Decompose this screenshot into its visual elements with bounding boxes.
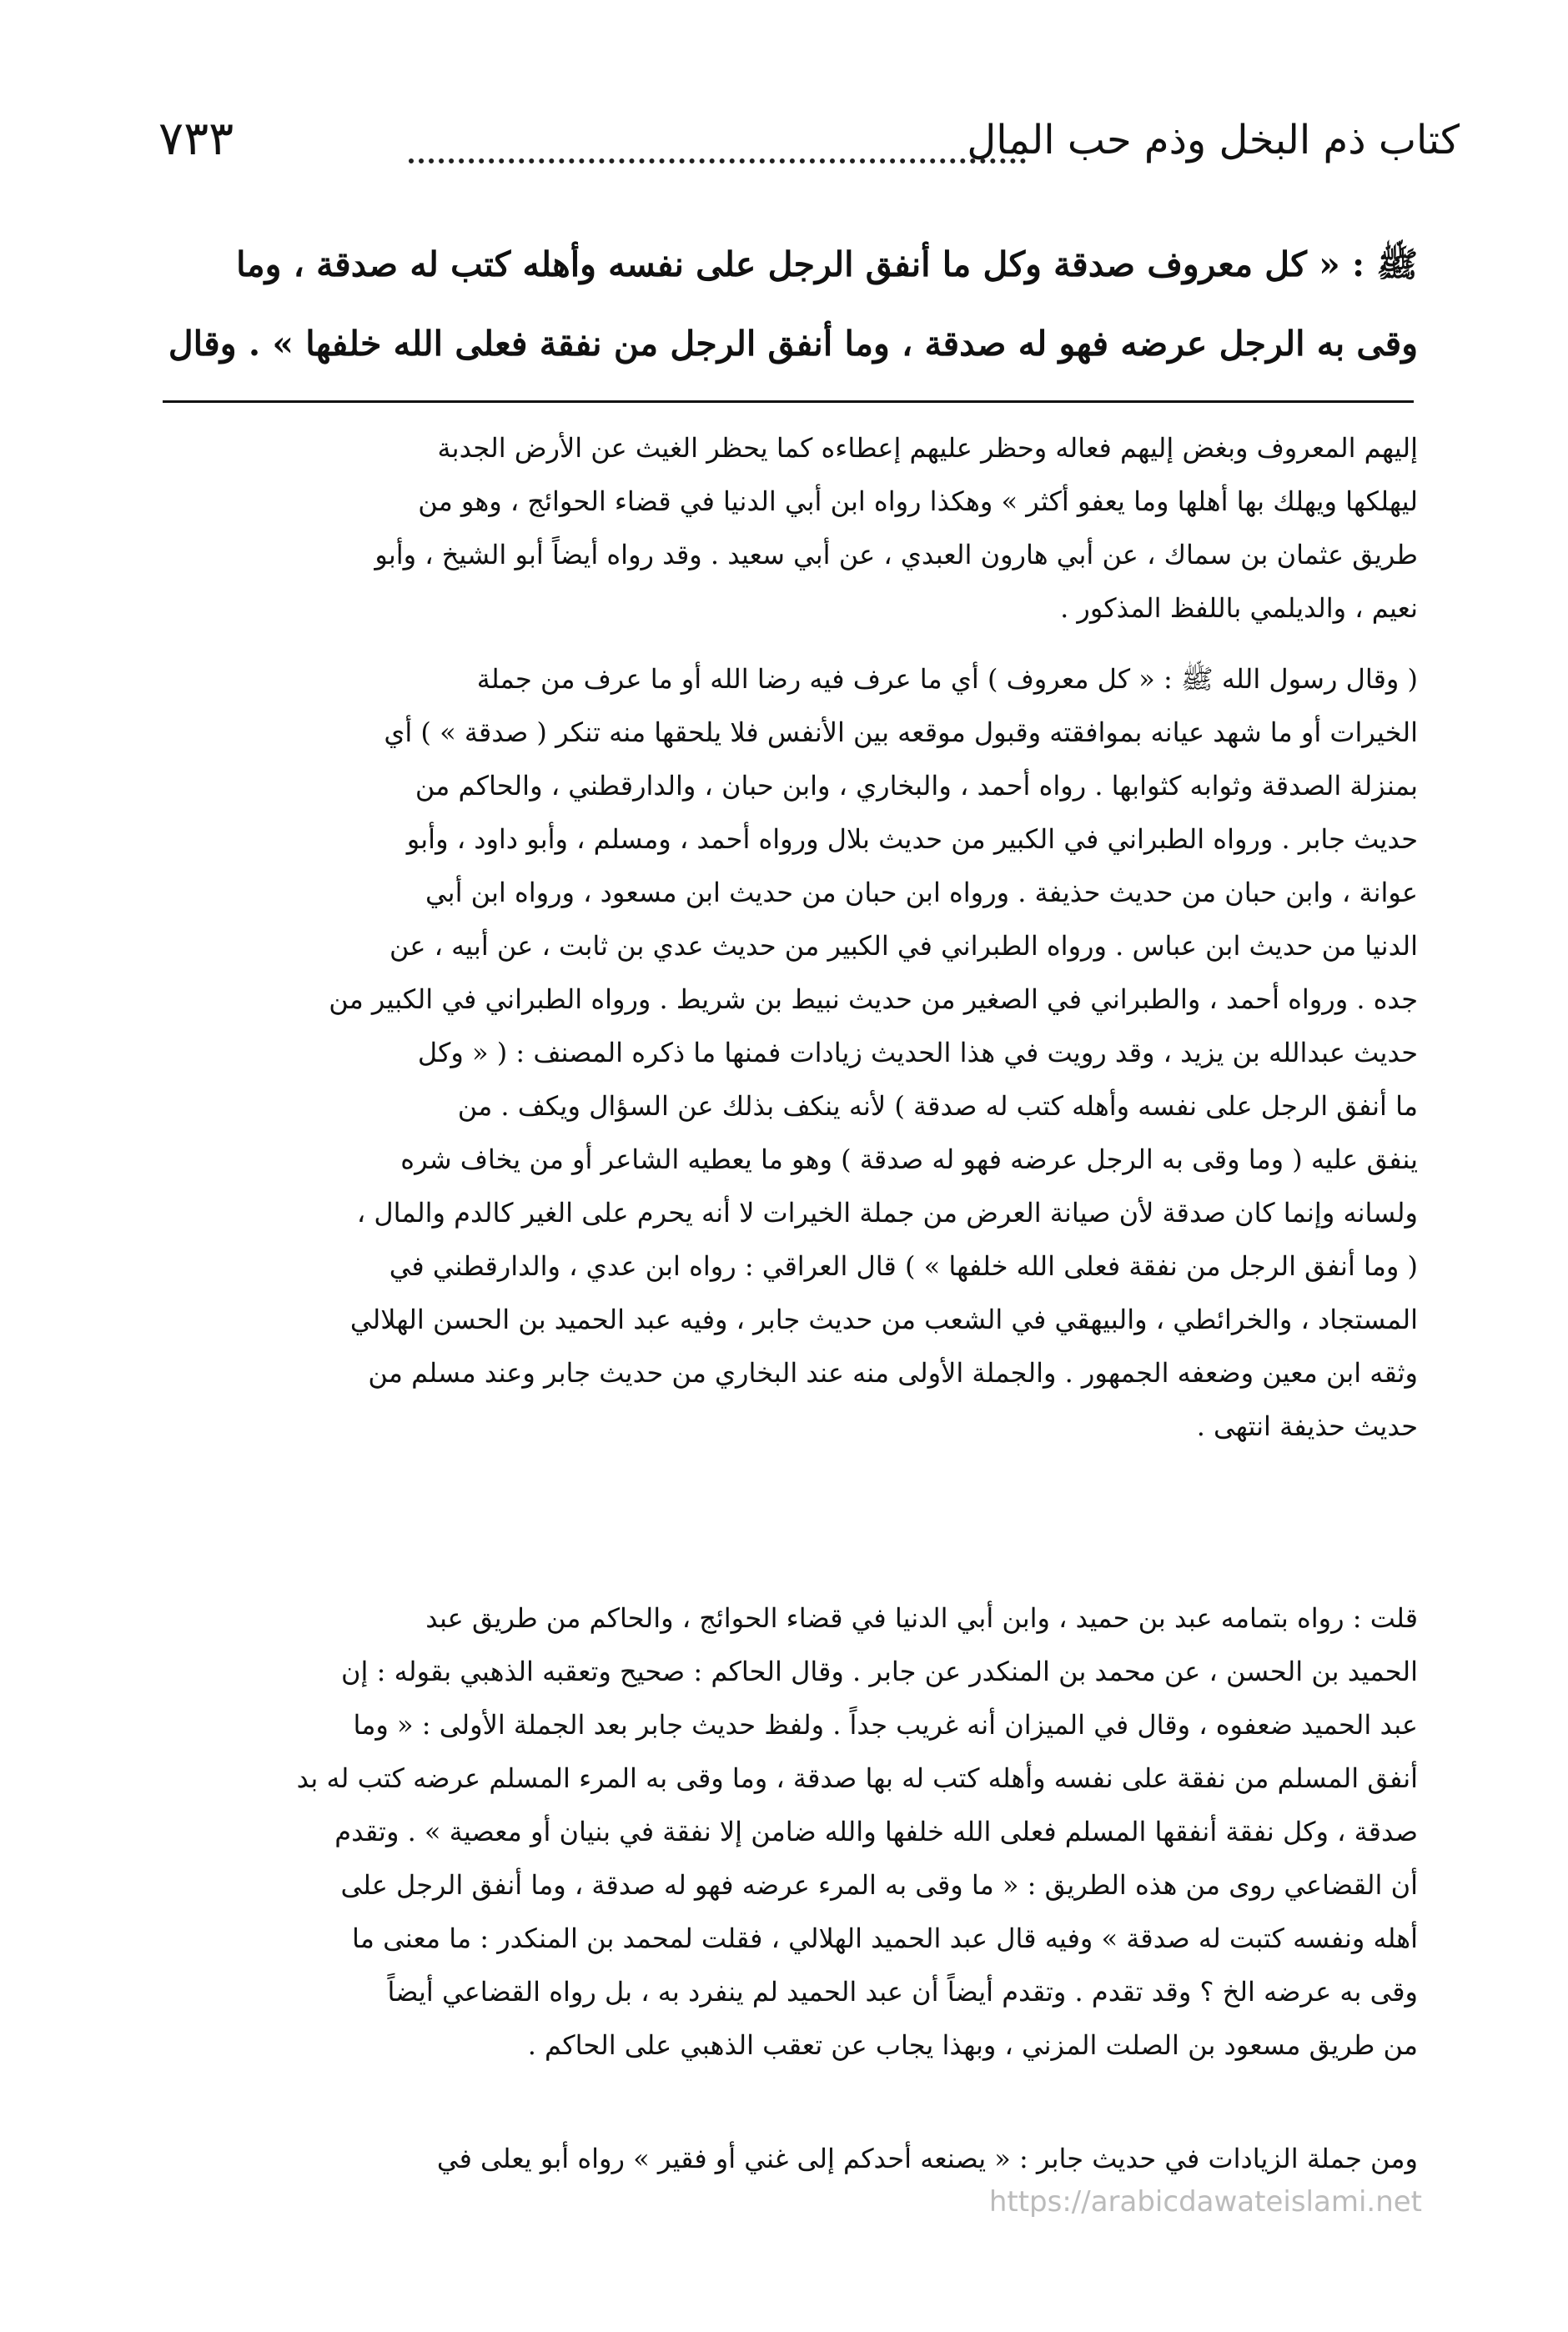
commentary-line: وثقه ابن معين وضعفه الجمهور . والجملة الأولى منه عند البخاري من حديث جابر وعند مسلم من: [368, 1357, 1418, 1389]
commentary-line: بمنزلة الصدقة وثوابه كثوابها . رواه أحمد ، والبخاري ، وابن حبان ، والدارقطني ، والحاكم من: [415, 770, 1418, 802]
commentary-line: إليهم المعروف وبغض إليهم فعاله وحظر عليهم إعطاءه كما يحظر الغيث عن الأرض الجدبة: [437, 432, 1418, 464]
commentary-line: ولسانه وإنما كان صدقة لأن صيانة العرض من جملة الخيرات لا أنه يحرم على الغير كالدم والمال ،: [356, 1197, 1418, 1229]
leader-dots: [409, 158, 1026, 163]
commentary-line: ما أنفق الرجل على نفسه وأهله كتب له صدقة ) لأنه ينكف بذلك عن السؤال ويكف . من: [457, 1090, 1418, 1122]
commentary-line: من طريق مسعود بن الصلت المزني ، وبهذا يجاب عن تعقب الذهبي على الحاكم .: [527, 2029, 1418, 2061]
watermark-url: https://arabicdawateislami.net: [988, 2185, 1422, 2219]
commentary-line: عوانة ، وابن حبان من حديث حذيفة . ورواه ابن حبان من حديث ابن مسعود ، ورواه ابن أبي: [425, 877, 1418, 908]
page-header: [158, 112, 1460, 192]
commentary-line: ومن جملة الزيادات في حديث جابر : « يصنعه أحدكم إلى غني أو فقير » رواه أبو يعلى في: [436, 2143, 1418, 2174]
commentary-line: صدقة ، وكل نفقة أنفقها المسلم فعلى الله خلفها والله ضامن إلا نفقة في بنيان أو معصية » . وتقدم: [334, 1816, 1418, 1847]
commentary-line: أنفق المسلم من نفقة على نفسه وأهله كتب له بها صدقة ، وما وقى به المرء المسلم عرضه كتب له بد: [296, 1762, 1418, 1794]
commentary-line: ليهلكها ويهلك بها أهلها وما يعفو أكثر » وهكذا رواه ابن أبي الدنيا في قضاء الحوائج ، وهو من: [418, 485, 1418, 517]
commentary-paragraph: [158, 1591, 1418, 2072]
commentary-line: نعيم ، والديلمي باللفظ المذكور .: [1060, 592, 1418, 624]
commentary-paragraph: [158, 421, 1418, 635]
commentary-line: قلت : رواه بتمامه عبد بن حميد ، وابن أبي الدنيا في قضاء الحوائج ، والحاكم من طريق عبد: [425, 1602, 1418, 1634]
commentary-line: طريق عثمان بن سماك ، عن أبي هارون العبدي ، عن أبي سعيد . وقد رواه أيضاً أبو الشيخ ، وأبو: [374, 539, 1418, 570]
main-text: [158, 225, 1418, 384]
separator-rule: [163, 400, 1414, 403]
page-number: ٧٣٣: [158, 112, 234, 166]
running-title: كتاب ذم البخل وذم حب المال: [967, 117, 1460, 163]
commentary-line: الدنيا من حديث ابن عباس . ورواه الطبراني في الكبير من حديث عدي بن ثابت ، عن أبيه ، عن: [389, 930, 1418, 962]
commentary-line: أن القضاعي روى من هذه الطريق : « ما وقى به المرء عرضه فهو له صدقة ، وما أنفق الرجل على: [340, 1869, 1418, 1901]
commentary-line: حديث جابر . ورواه الطبراني في الكبير من حديث بلال ورواه أحمد ، ومسلم ، وأبو داود ، وأبو: [406, 823, 1418, 855]
commentary-line: المستجاد ، والخرائطي ، والبيهقي في الشعب من حديث جابر ، وفيه عبد الحميد بن الحسن الهلالي: [349, 1304, 1418, 1335]
commentary-paragraph: [158, 652, 1418, 1453]
commentary-line: ( وقال رسول الله ﷺ : « كل معروف ) أي ما عرف فيه رضا الله أو ما عرف من جملة: [476, 663, 1418, 695]
commentary-line: عبد الحميد ضعفوه ، وقال في الميزان أنه غريب جداً . ولفظ حديث جابر بعد الجملة الأولى : « وما: [353, 1709, 1418, 1741]
commentary-line: الحميد بن الحسن ، عن محمد بن المنكدر عن جابر . وقال الحاكم : صحيح وتعقبه الذهبي بقوله : إن: [341, 1656, 1418, 1687]
main-line: وقى به الرجل عرضه فهو له صدقة ، وما أنفق الرجل من نفقة فعلى الله خلفها » . وقال: [168, 324, 1418, 364]
commentary-line: أهله ونفسه كتبت له صدقة » وفيه قال عبد الحميد الهلالي ، فقلت لمحمد بن المنكدر : ما معنى ما: [352, 1922, 1418, 1954]
commentary-line: وقى به عرضه الخ ؟ وقد تقدم . وتقدم أيضاً أن عبد الحميد لم ينفرد به ، بل رواه القضاعي أيضاً: [387, 1976, 1418, 2008]
main-line: ﷺ : « كل معروف صدقة وكل ما أنفق الرجل على نفسه وأهله كتب له صدقة ، وما: [236, 244, 1418, 284]
commentary-line: حديث حذيفة انتهى .: [1196, 1410, 1418, 1442]
commentary-paragraph: [158, 2132, 1418, 2185]
commentary-line: ( وما أنفق الرجل من نفقة فعلى الله خلفها » ) قال العراقي : رواه ابن عدي ، والدارقطني في: [389, 1250, 1418, 1282]
commentary-line: ينفق عليه ( وما وقى به الرجل عرضه فهو له صدقة ) وهو ما يعطيه الشاعر أو من يخاف شره: [400, 1143, 1418, 1175]
commentary-line: الخيرات أو ما شهد عيانه بموافقته وقبول موقعه بين الأنفس فلا يلحقها منه تنكر ( صدقة » ) أي: [384, 716, 1418, 748]
commentary-line: جده . ورواه أحمد ، والطبراني في الصغير من حديث نبيط بن شريط . ورواه الطبراني في الكبير من: [329, 983, 1418, 1015]
commentary-line: حديث عبدالله بن يزيد ، وقد رويت في هذا الحديث زيادات فمنها ما ذكره المصنف : ( « وكل: [417, 1037, 1418, 1068]
